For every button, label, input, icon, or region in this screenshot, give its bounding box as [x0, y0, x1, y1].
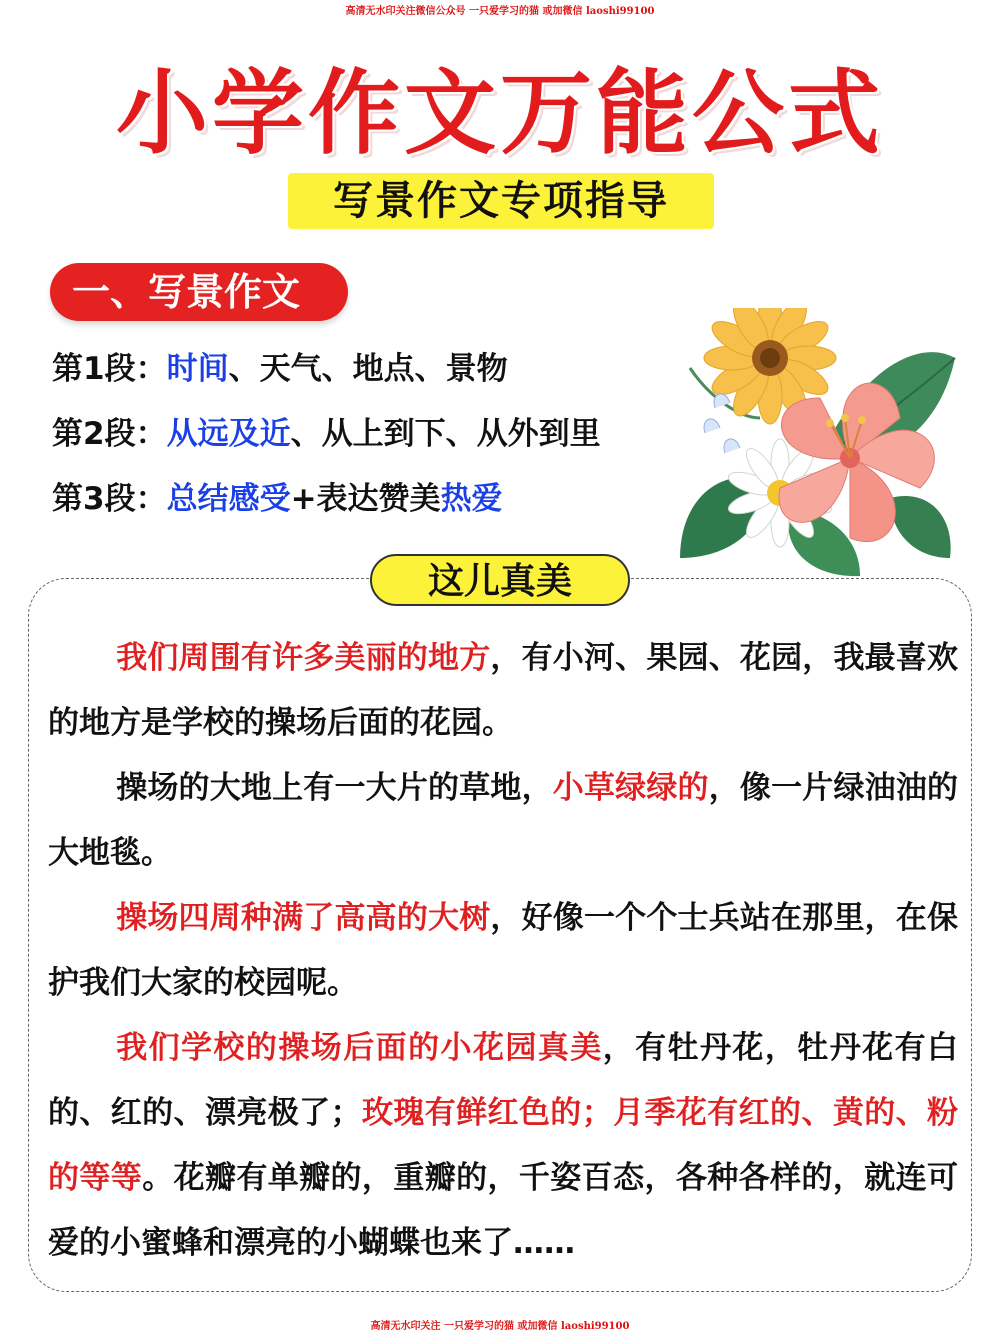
essay-paragraph-2 [48, 756, 958, 886]
formula-line-1 [52, 343, 508, 388]
formula-highlight: 总结感受 [166, 481, 291, 517]
essay-paragraph-4 [48, 1016, 958, 1276]
essay-box-title: 这儿真美 [370, 554, 630, 606]
body-text: ，有牡丹花，牡丹花有白的、红的、漂亮极了； [48, 1030, 959, 1131]
formula-highlight-2: 热爱 [440, 481, 503, 517]
essay-paragraph-1 [48, 626, 958, 756]
highlight-text: 小草绿绿的 [552, 770, 709, 806]
watermark-top: 高清无水印关注微信公众号 一只爱学习的猫 或加微信 laoshi99100 [345, 6, 655, 17]
formula-text: 、从上到下、从外到里 [290, 416, 601, 452]
formula-highlight: 从远及近 [166, 416, 291, 452]
watermark-bottom: 高清无水印关注 一只爱学习的猫 或加微信 laoshi99100 [370, 1321, 630, 1332]
subtitle-banner: 写景作文专项指导 [288, 173, 714, 229]
flower-illustration [670, 308, 960, 583]
body-text: ，像一片绿油油的大地毯。 [48, 770, 959, 871]
highlight-text: 我们周围有许多美丽的地方 [116, 640, 491, 676]
formula-line-3 [52, 473, 503, 518]
body-text: ，好像一个个士兵站在那里，在保护我们大家的校园呢。 [48, 900, 959, 1001]
body-text: 。花瓣有单瓣的，重瓣的，千姿百态，各种各样的，就连可爱的小蜜蜂和漂亮的小蝴蝶也来了…… [48, 1160, 959, 1261]
formula-highlight: 时间 [166, 351, 229, 387]
formula-label: 第1段： [52, 351, 167, 387]
essay-body [48, 626, 958, 1276]
page-title: 小学作文万能公式 [115, 59, 884, 167]
body-text: 操场的大地上有一大片的草地， [116, 770, 553, 806]
section-heading: 一、写景作文 [50, 263, 348, 321]
formula-text: +表达赞美 [290, 481, 441, 517]
highlight-text: 操场四周种满了高高的大树 [116, 900, 491, 936]
body-text: ，有小河、果园、花园，我最喜欢的地方是学校的操场后面的花园。 [48, 640, 959, 741]
essay-paragraph-3 [48, 886, 958, 1016]
formula-label: 第2段： [52, 416, 167, 452]
formula-label: 第3段： [52, 481, 167, 517]
formula-text: 、天气、地点、景物 [228, 351, 508, 387]
formula-line-2 [52, 408, 601, 453]
highlight-text: 我们学校的操场后面的小花园真美 [116, 1030, 603, 1066]
highlight-text: 玫瑰有鲜红色的；月季花有红的、黄的、粉的等等 [48, 1095, 959, 1196]
